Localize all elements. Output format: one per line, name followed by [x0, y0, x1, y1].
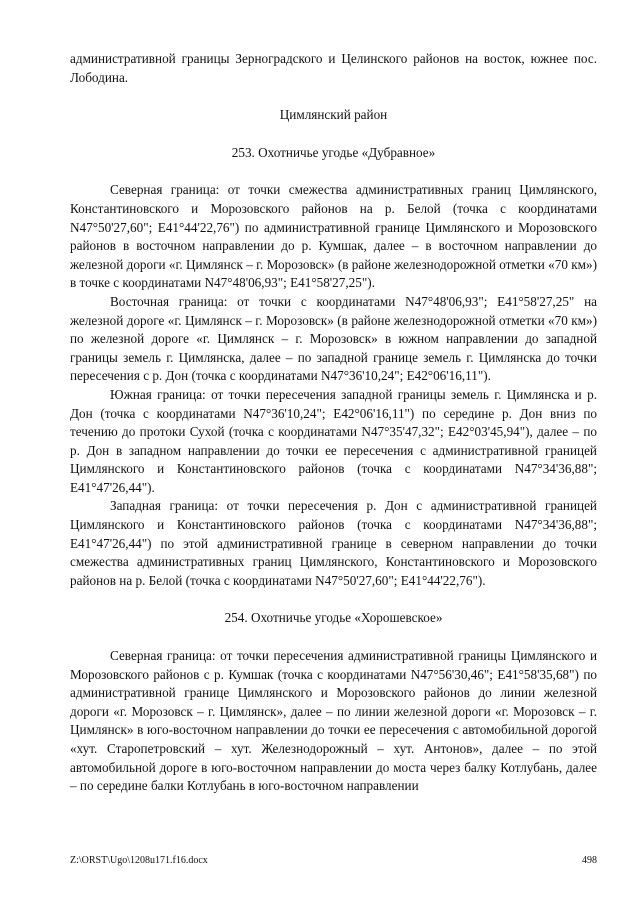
section-253-heading: 253. Охотничье угодье «Дубравное»: [231, 144, 436, 160]
page-body: [70, 50, 597, 796]
section-254-heading: 254. Охотничье угодье «Хорошевское»: [224, 610, 443, 626]
footer-page-number: 498: [582, 855, 597, 866]
section-253-north-boundary: Северная граница: от точки смежества административных границ Цимлянского, Константиновского и Морозовского районов на р. Белой (точка с координатами N47°50'27,60"; E41°44'22,76") по административной границе Цимлянского и Морозовского районов в восточном направлении до р. Кумшак, далее – в восточном направлении до железной дороги «г. Цимлянск – г. Морозовск» (в районе железнодорожной отметки «70 км») в точке с координатами N47°48'06,93"; E41°58'27,25").: [70, 182, 597, 291]
section-253-west-boundary: Западная граница: от точки пересечения р. Дон с административной границей Цимлянского и Константиновского районов (точка с координатами N47°34'36,88"; E41°47'26,44") по этой административной границе в северном направлении до точки смежества административных границ Цимлянского, Константиновского и Морозовского районов на р. Белой (точка с координатами N47°50'27,60"; E41°44'22,76").: [70, 498, 597, 588]
footer-file-path: Z:\ORST\Ugo\1208u171.f16.docx: [70, 855, 208, 866]
district-heading: Цимлянский район: [279, 107, 388, 123]
section-253-south-boundary: Южная граница: от точки пересечения западной границы земель г. Цимлянска и р. Дон (точка с координатами N47°36'10,24"; E42°06'16,11") по середине р. Дон вниз по течению до протоки Сухой (точка с координатами N47°35'47,32"; E42°03'45,94"), далее – по р. Дон в западном направлении до точки ее пересечения с административной границей Цимлянского и Константиновского районов (точка с координатами N47°34'36,88"; E41°47'26,44").: [70, 386, 597, 495]
section-253-east-boundary: Восточная граница: от точки с координатами N47°48'06,93"; E41°58'27,25" на железной дороге «г. Цимлянск – г. Морозовск» (в районе железнодорожной отметки «70 км») по железной дороге «г. Цимлянск – г. Морозовск» в южном направлении до западной границы земель г. Цимлянска, далее – по западной границе земель г. Цимлянска до точки пересечения с р. Дон (точка с координатами N47°36'10,24"; E42°06'16,11").: [70, 293, 597, 384]
intro-paragraph: административной границы Зерноградского и Целинского районов на восток, южнее пос. Лободина.: [70, 51, 597, 85]
section-254-north-boundary: Северная граница: от точки пересечения административной границы Цимлянского и Морозовского районов с р. Кумшак (точка с координатами N47°56'30,46"; E41°58'35,68") по административной границе Цимлянского и Морозовского районов до линии железной дороги «г. Морозовск – г. Цимлянск», далее – по линии железной дороги «г. Морозовск – г. Цимлянск» в юго-восточном направлении до точки ее пересечения с автомобильной дорогой «хут. Старопетровский – хут. Железнодорожный – хут. Антонов», далее – по этой автомобильной дороге в юго-восточном направлении до моста через балку Котлубань, далее – по середине балки Котлубань в юго-восточном направлении: [70, 648, 597, 794]
